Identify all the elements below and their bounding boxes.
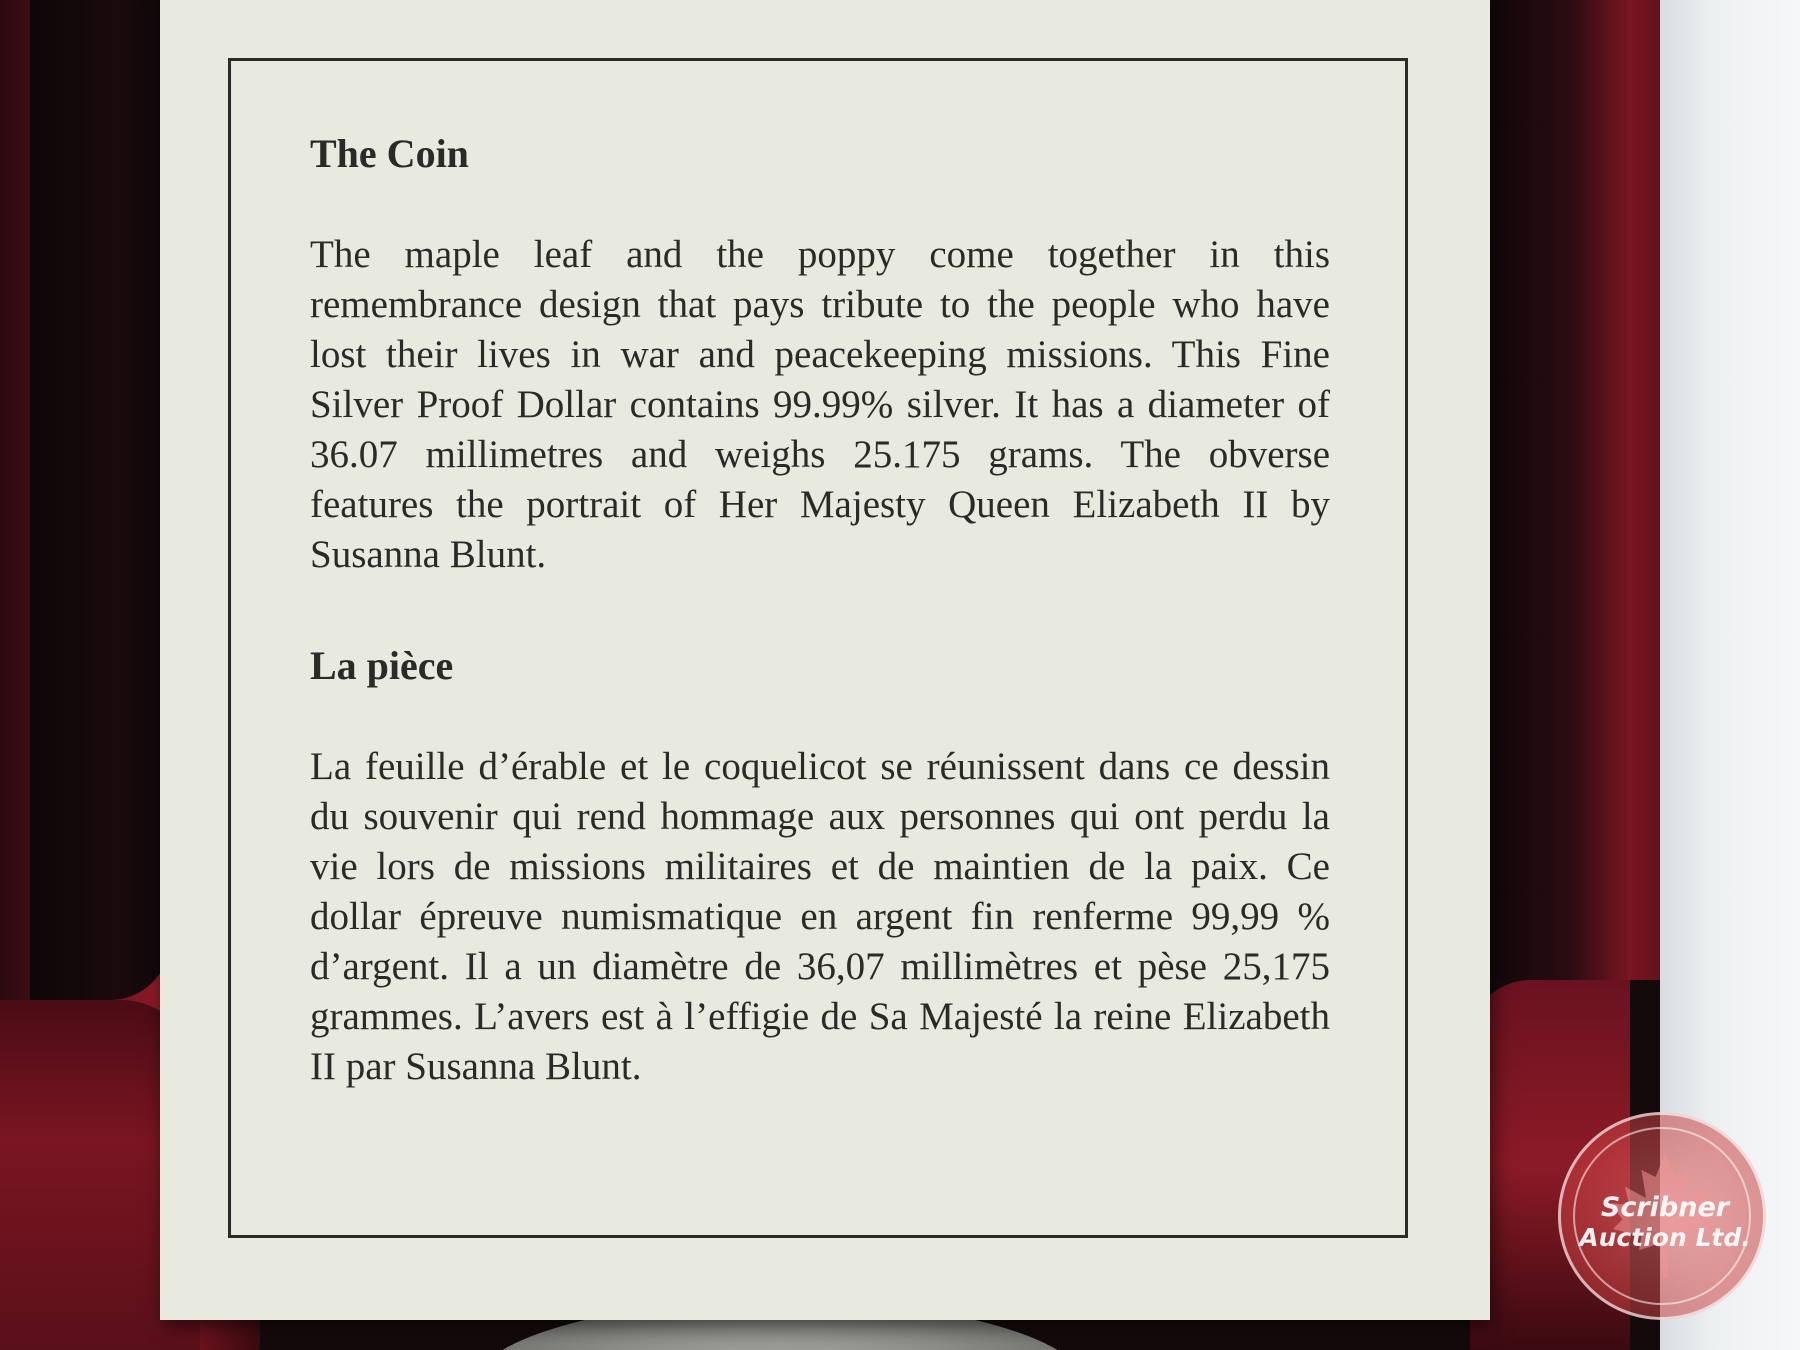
- auction-watermark-seal: [1558, 1112, 1766, 1320]
- french-description: La feuille d’érable et le coquelicot se réunissent dans ce dessin du souvenir qui rend hommage aux personnes qui ont perdu la vie lors de missions militaires et de maintien de la paix. Ce dollar épreuve numismatique en argent fin renferme 99,99 % d’argent. Il a un diamètre de 36,07 millimètres et pèse 25,175 grammes. L’avers est à l’effigie de Sa Majesté la reine Elizabeth II par Susanna Blunt.: [310, 745, 1330, 1088]
- case-velvet-right: [1470, 0, 1670, 980]
- seal-line-1: Scribner: [1600, 1192, 1730, 1223]
- card-content: [310, 130, 1330, 1092]
- case-shadow-left: [30, 0, 170, 1000]
- seal-line-2: Auction Ltd.: [1579, 1223, 1751, 1252]
- english-description: The maple leaf and the poppy come together in this remembrance design that pays tribute to the people who have lost their lives in war and peacekeeping missions. This Fine Silver Proof Dollar contains 99.99% silver. It has a diameter of 36.07 millimetres and weighs 25.175 grams. The obverse features the portrait of Her Majesty Queen Elizabeth II by Susanna Blunt.: [310, 233, 1330, 576]
- french-heading: La pièce: [310, 643, 454, 688]
- english-heading: The Coin: [310, 131, 469, 176]
- seal-text: [1561, 1193, 1769, 1253]
- certificate-card: [160, 0, 1490, 1320]
